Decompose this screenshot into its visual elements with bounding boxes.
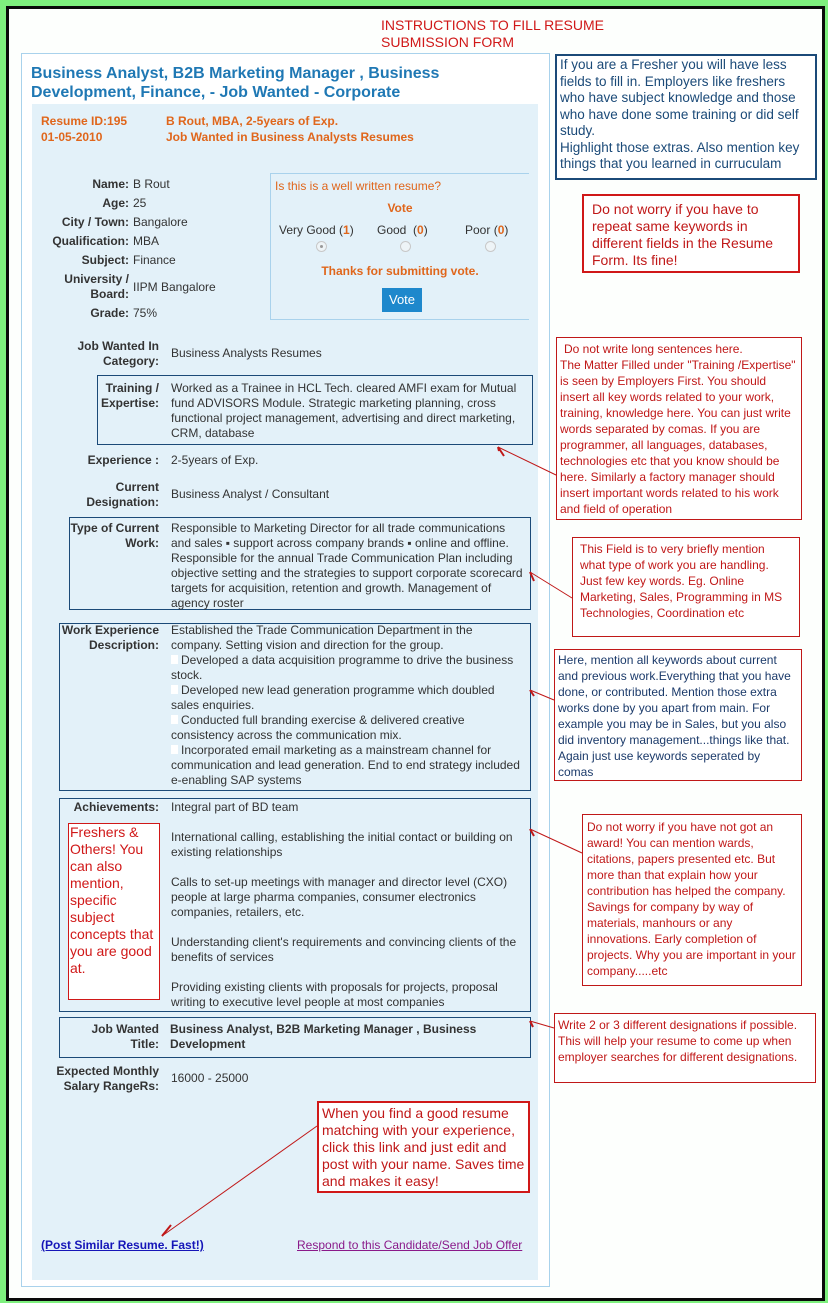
- city-value: Bangalore: [133, 215, 188, 229]
- work-exp-intro: Established the Trade Communication Department in the company. Setting vision and direction for the group.: [171, 623, 473, 652]
- fresher-note: [555, 54, 817, 180]
- resume-summary: B Rout, MBA, 2-5years of Exp.: [166, 114, 339, 128]
- work-exp-bullet: [171, 683, 523, 713]
- fresher-note-text: Highlight those extras. Also mention key things that you learned in curruculam: [560, 139, 800, 171]
- vote-option-label: Poor: [465, 223, 491, 237]
- achievements-value: [171, 800, 523, 1010]
- post-similar-note: When you find a good resume matching with your experience, click this link and just edit and post with your name. Saves time and makes it easy!: [317, 1101, 530, 1193]
- radio-very-good[interactable]: [316, 241, 327, 252]
- experience-label: Experience :: [87, 453, 159, 467]
- training-value: Worked as a Trainee in HCL Tech. cleared AMFI exam for Mutual fund ADVISORS Module. Strategic marketing planning, cross functional project management, advertising and direct marketing, CRM, database: [171, 381, 517, 440]
- vote-thanks-message: Thanks for submitting vote.: [321, 264, 479, 278]
- subject-value: Finance: [133, 253, 176, 267]
- grade-value: 75%: [133, 306, 158, 320]
- repeat-keywords-note: Do not worry if you have to repeat same keywords in different fields in the Resume Form. Its fine!: [582, 194, 800, 273]
- resume-id: Resume ID:195: [41, 114, 128, 128]
- bullet-text: Conducted full branding exercise & delivered creative consistency across the communication mix.: [171, 713, 465, 742]
- training-note-body: The Matter Filled under "Training /Expertise" is seen by Employers First. You should insert all key words related to your work, training, knowledge here. You can just write words separated by comas. If you are programmer, all languages, databases, technologies etc that you know should be here. Similarly a factory manager should insert important words related to his work and field of operation: [560, 358, 796, 516]
- qualification-label: Qualification:: [52, 234, 129, 248]
- achievements-note: Do not worry if you have not got an award! You can mention wards, citations, papers presented etc. But more than that explain how your contribution has helped the company. Savings for company by way of materials, manhours or any innovations. Early completion of projects. Why you are important in your company.....etc: [582, 814, 802, 986]
- vote-option-poor: Poor (0): [465, 223, 509, 237]
- work-exp-value: [171, 623, 523, 788]
- experience-value: 2-5years of Exp.: [171, 453, 259, 467]
- designations-note: Write 2 or 3 different designations if possible. This will help your resume to come up when employer searches for different designations.: [554, 1013, 816, 1083]
- achievement-item: Understanding client's requirements and convincing clients of the benefits of services: [171, 935, 517, 964]
- work-exp-note: Here, mention all keywords about current and previous work.Everything that you have done, or contributed. Mention those extra works done by you apart from main. For example you may be in Sales, but you also did inventory management...things like that. Again just use keywords seperated by comas: [554, 649, 802, 781]
- vote-option-label: Good: [377, 223, 407, 237]
- freshers-note: Freshers & Others! You can also mention, specific subject concepts that you are good at.: [68, 823, 160, 1000]
- training-label: Training / Expertise:: [100, 381, 159, 410]
- designation-label: Current Designation:: [86, 480, 159, 509]
- category-value: Business Analysts Resumes: [171, 346, 322, 360]
- university-value: IIPM Bangalore: [133, 280, 216, 294]
- designation-value: Business Analyst / Consultant: [171, 487, 330, 501]
- city-label: City / Town:: [61, 215, 129, 229]
- vote-option-label: Very Good: [279, 223, 336, 237]
- job-title-label: Job Wanted Title:: [91, 1022, 159, 1051]
- training-note-heading: Do not write long sentences here.: [564, 342, 743, 356]
- work-type-label: Type of Current Work:: [70, 521, 159, 550]
- work-exp-bullet: [171, 713, 523, 743]
- category-label: Job Wanted In Category:: [77, 339, 159, 368]
- qualification-value: MBA: [133, 234, 160, 248]
- instructions-title: [381, 17, 604, 51]
- radio-poor[interactable]: [485, 241, 496, 252]
- resume-date: 01-05-2010: [41, 130, 103, 144]
- vote-heading: Vote: [387, 201, 413, 215]
- vote-option-good: Good (0): [377, 223, 428, 237]
- instructions-title-line: INSTRUCTIONS TO FILL RESUME: [381, 17, 604, 33]
- vote-option-very-good: Very Good (1): [279, 223, 354, 237]
- work-exp-bullet: [171, 653, 523, 683]
- bullet-text: Incorporated email marketing as a mainstream channel for communication and lead generation. End to end strategy included e-enabling SAP systems: [171, 743, 520, 787]
- work-type-note: This Field is to very briefly mention what type of work you are handling. Just few key words. Eg. Online Marketing, Sales, Programming in MS Technologies, Coordination etc: [572, 537, 800, 637]
- grade-label: Grade:: [90, 306, 129, 320]
- university-label: University / Board:: [64, 272, 129, 301]
- salary-value: 16000 - 25000: [171, 1071, 249, 1085]
- work-type-value: Responsible to Marketing Director for all trade communications and sales ▪ support across company brands ▪ online and offline. Responsible for the annual Trade Communication Plan including objective setting and the strategies to support corporate scorecard targets for acquisition, retention and growth. Management of agency roster: [171, 521, 523, 610]
- vote-question: Is this is a well written resume?: [275, 179, 442, 193]
- salary-label: Expected Monthly Salary RangeRs:: [56, 1064, 159, 1093]
- age-value: 25: [133, 196, 147, 210]
- respond-to-candidate-link[interactable]: Respond to this Candidate/Send Job Offer: [297, 1238, 523, 1252]
- age-label: Age:: [102, 196, 129, 210]
- radio-good[interactable]: [400, 241, 411, 252]
- vote-widget: [270, 173, 529, 320]
- training-note: [556, 337, 802, 520]
- job-title-value: Business Analyst, B2B Marketing Manager , Business Development: [170, 1022, 477, 1051]
- vote-count: 0: [497, 223, 505, 237]
- achievement-item: Providing existing clients with proposals for projects, proposal writing to executive level people at most companies: [171, 980, 498, 1009]
- vote-button[interactable]: Vote: [382, 288, 422, 312]
- instructions-title-line: SUBMISSION FORM: [381, 34, 515, 50]
- subject-label: Subject:: [81, 253, 129, 267]
- achievement-item: Integral part of BD team: [171, 800, 299, 814]
- vote-count: 1: [343, 223, 350, 237]
- work-exp-bullet: [171, 743, 523, 788]
- name-label: Name:: [92, 177, 129, 191]
- bullet-text: Developed a data acquisition programme to drive the business stock.: [171, 653, 514, 682]
- bullet-text: Developed new lead generation programme which doubled sales enquiries.: [171, 683, 495, 712]
- resume-category-line: Job Wanted in Business Analysts Resumes: [166, 130, 414, 144]
- work-exp-label: Work Experience Description:: [61, 623, 159, 652]
- resume-title: Business Analyst, B2B Marketing Manager , Business Development, Finance, - Job Wanted - Corporate: [31, 65, 440, 101]
- achievement-item: International calling, establishing the initial contact or building on existing relationships: [171, 830, 513, 859]
- achievement-item: Calls to set-up meetings with manager and director level (CXO) people at large pharma companies, consumer electronics companies, retailers, etc.: [171, 875, 508, 919]
- post-similar-resume-link[interactable]: (Post Similar Resume. Fast!): [41, 1238, 204, 1252]
- fresher-note-text: If you are a Fresher you will have less fields to fill in. Employers like freshers who have subject knowledge and those who have done some training or did self study.: [560, 57, 799, 138]
- name-value: B Rout: [133, 177, 170, 191]
- achievements-label: Achievements:: [73, 800, 159, 814]
- vote-count: 0: [417, 223, 424, 237]
